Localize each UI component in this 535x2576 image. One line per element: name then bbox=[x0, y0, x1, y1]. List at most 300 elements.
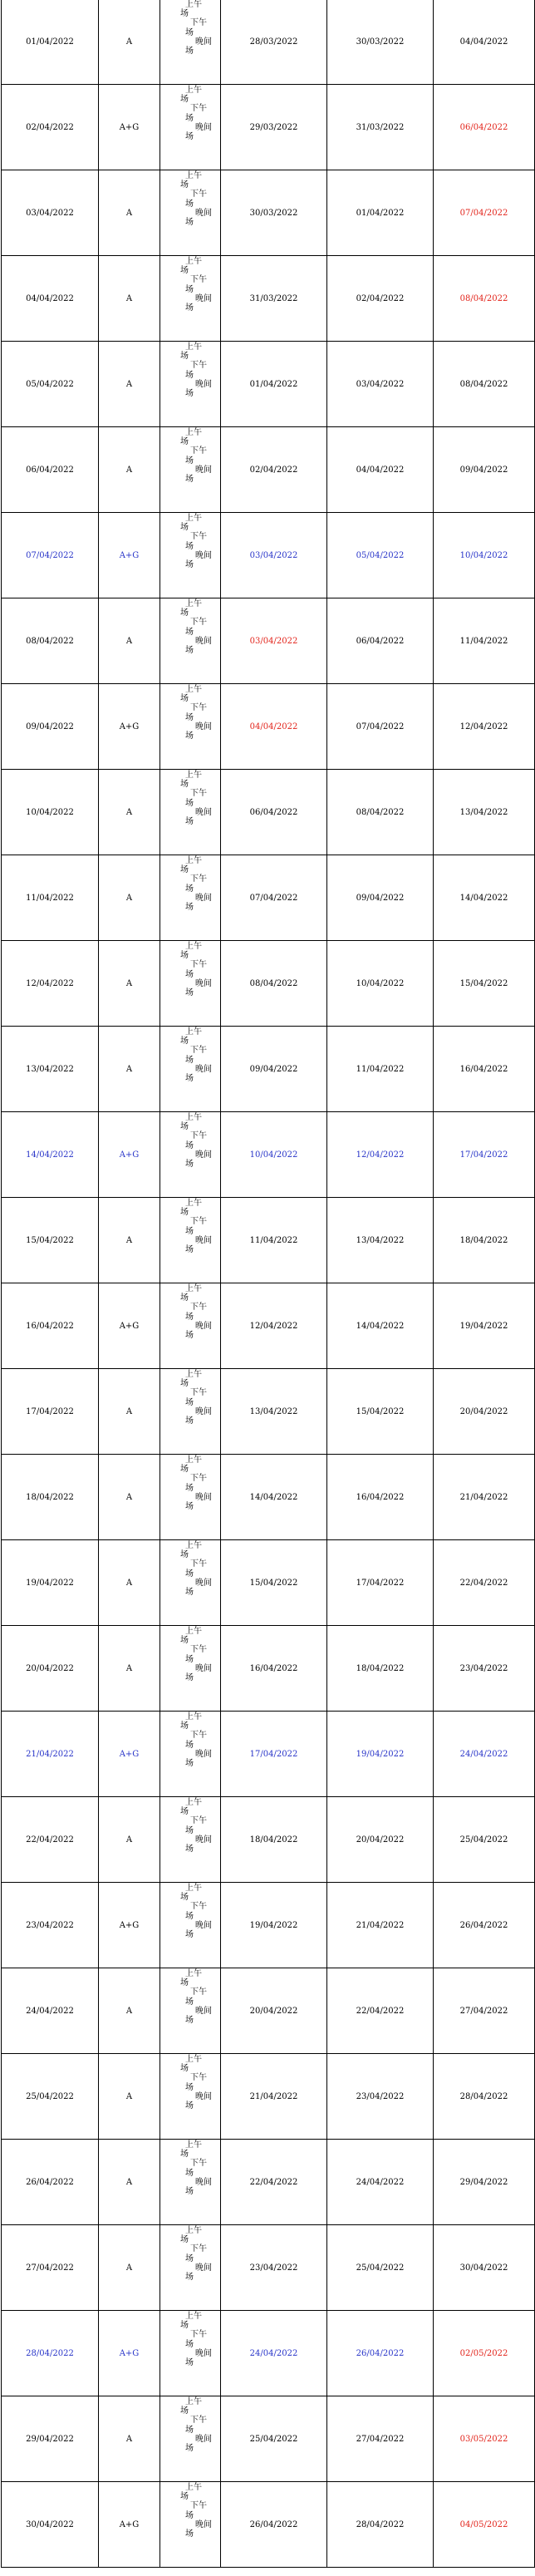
session-cell bbox=[160, 1112, 221, 1198]
end-date-cell: 23/04/2022 bbox=[434, 1626, 535, 1712]
session-label: 上午 bbox=[185, 1370, 202, 1379]
session-label: 晚间 bbox=[195, 122, 212, 132]
mid-date-cell: 10/04/2022 bbox=[327, 941, 434, 1027]
session-cell bbox=[160, 170, 221, 256]
session-label: 场 bbox=[180, 1550, 189, 1560]
session-cell bbox=[160, 1455, 221, 1540]
session-label: 上午 bbox=[185, 86, 202, 95]
type-cell: A bbox=[99, 1198, 160, 1283]
session-label: 场 bbox=[185, 303, 194, 313]
session-label: 场 bbox=[180, 523, 189, 533]
session-label: 场 bbox=[180, 1721, 189, 1731]
type-cell: A bbox=[99, 2396, 160, 2482]
table-row bbox=[2, 513, 535, 598]
session-label: 下午 bbox=[190, 618, 207, 628]
mid-date-cell: 04/04/2022 bbox=[327, 427, 434, 513]
session-cell bbox=[160, 2054, 221, 2140]
session-label: 上午 bbox=[185, 1284, 202, 1293]
end-date-cell: 12/04/2022 bbox=[434, 684, 535, 770]
session-label: 下午 bbox=[190, 960, 207, 970]
session-label: 晚间 bbox=[195, 2519, 212, 2529]
start-date-cell: 03/04/2022 bbox=[221, 513, 327, 598]
end-date-cell: 03/05/2022 bbox=[434, 2396, 535, 2482]
session-label: 场 bbox=[180, 1379, 189, 1389]
session-label: 晚间 bbox=[195, 1235, 212, 1245]
end-date-cell: 21/04/2022 bbox=[434, 1455, 535, 1540]
start-date-cell: 04/04/2022 bbox=[221, 684, 327, 770]
session-label: 下午 bbox=[190, 532, 207, 542]
table-row bbox=[2, 2311, 535, 2396]
end-date-cell: 13/04/2022 bbox=[434, 770, 535, 855]
session-label: 场 bbox=[185, 2339, 194, 2349]
session-label: 上午 bbox=[185, 2397, 202, 2406]
session-label: 下午 bbox=[190, 2416, 207, 2426]
session-label: 场 bbox=[185, 2529, 194, 2539]
table-row bbox=[2, 1968, 535, 2054]
schedule-table bbox=[1, 0, 535, 2568]
start-date-cell: 14/04/2022 bbox=[221, 1455, 327, 1540]
session-label: 场 bbox=[185, 1160, 194, 1170]
type-cell: A bbox=[99, 170, 160, 256]
session-label: 晚间 bbox=[195, 1406, 212, 1416]
mid-date-cell: 21/04/2022 bbox=[327, 1883, 434, 1968]
session-label: 下午 bbox=[190, 1046, 207, 1056]
type-cell: A bbox=[99, 1540, 160, 1626]
session-label: 晚间 bbox=[195, 465, 212, 475]
end-date-cell: 04/04/2022 bbox=[434, 0, 535, 85]
session-label: 上午 bbox=[185, 0, 202, 9]
session-cell bbox=[160, 256, 221, 342]
session-label: 下午 bbox=[190, 1731, 207, 1741]
type-cell: A bbox=[99, 941, 160, 1027]
session-label: 场 bbox=[185, 1312, 194, 1322]
session-label: 晚间 bbox=[195, 550, 212, 560]
date-cell: 21/04/2022 bbox=[2, 1712, 99, 1797]
table-row bbox=[2, 0, 535, 85]
end-date-cell: 28/04/2022 bbox=[434, 2054, 535, 2140]
session-cell bbox=[160, 598, 221, 684]
session-cell bbox=[160, 2225, 221, 2311]
mid-date-cell: 14/04/2022 bbox=[327, 1283, 434, 1369]
session-label: 上午 bbox=[185, 2226, 202, 2235]
session-label: 晚间 bbox=[195, 1578, 212, 1588]
table-row bbox=[2, 941, 535, 1027]
session-label: 下午 bbox=[190, 2330, 207, 2340]
end-date-cell: 30/04/2022 bbox=[434, 2225, 535, 2311]
start-date-cell: 22/04/2022 bbox=[221, 2140, 327, 2225]
session-label: 场 bbox=[185, 798, 194, 808]
session-cell bbox=[160, 1883, 221, 1968]
session-label: 上午 bbox=[185, 856, 202, 865]
session-label: 场 bbox=[185, 370, 194, 380]
session-cell bbox=[160, 1283, 221, 1369]
date-cell: 02/04/2022 bbox=[2, 85, 99, 170]
session-label: 晚间 bbox=[195, 1835, 212, 1845]
session-cell bbox=[160, 1797, 221, 1883]
session-label: 晚间 bbox=[195, 293, 212, 303]
start-date-cell: 24/04/2022 bbox=[221, 2311, 327, 2396]
session-cell bbox=[160, 1626, 221, 1712]
session-label: 场 bbox=[185, 1483, 194, 1493]
session-label: 场 bbox=[185, 47, 194, 57]
session-label: 上午 bbox=[185, 1627, 202, 1636]
session-label: 场 bbox=[180, 1293, 189, 1303]
end-date-cell: 02/05/2022 bbox=[434, 2311, 535, 2396]
mid-date-cell: 01/04/2022 bbox=[327, 170, 434, 256]
session-label: 上午 bbox=[185, 171, 202, 180]
session-label: 下午 bbox=[190, 2244, 207, 2254]
type-cell: A+G bbox=[99, 85, 160, 170]
mid-date-cell: 16/04/2022 bbox=[327, 1455, 434, 1540]
table-row bbox=[2, 770, 535, 855]
session-label: 下午 bbox=[190, 446, 207, 456]
session-cell bbox=[160, 1968, 221, 2054]
mid-date-cell: 06/04/2022 bbox=[327, 598, 434, 684]
start-date-cell: 25/04/2022 bbox=[221, 2396, 327, 2482]
session-label: 场 bbox=[185, 2358, 194, 2368]
mid-date-cell: 23/04/2022 bbox=[327, 2054, 434, 2140]
start-date-cell: 11/04/2022 bbox=[221, 1198, 327, 1283]
date-cell: 04/04/2022 bbox=[2, 256, 99, 342]
end-date-cell: 25/04/2022 bbox=[434, 1797, 535, 1883]
table-row bbox=[2, 1712, 535, 1797]
session-label: 场 bbox=[185, 903, 194, 913]
date-cell: 15/04/2022 bbox=[2, 1198, 99, 1283]
session-label: 场 bbox=[185, 1845, 194, 1854]
type-cell: A bbox=[99, 256, 160, 342]
start-date-cell: 17/04/2022 bbox=[221, 1712, 327, 1797]
session-cell bbox=[160, 941, 221, 1027]
table-row bbox=[2, 2225, 535, 2311]
end-date-cell: 22/04/2022 bbox=[434, 1540, 535, 1626]
type-cell: A bbox=[99, 1369, 160, 1455]
type-cell: A bbox=[99, 0, 160, 85]
type-cell: A+G bbox=[99, 2482, 160, 2568]
end-date-cell: 09/04/2022 bbox=[434, 427, 535, 513]
date-cell: 14/04/2022 bbox=[2, 1112, 99, 1198]
end-date-cell: 10/04/2022 bbox=[434, 513, 535, 598]
session-cell bbox=[160, 2482, 221, 2568]
session-label: 下午 bbox=[190, 275, 207, 285]
session-label: 下午 bbox=[190, 190, 207, 199]
session-label: 场 bbox=[180, 2321, 189, 2331]
table-row bbox=[2, 2396, 535, 2482]
mid-date-cell: 27/04/2022 bbox=[327, 2396, 434, 2482]
session-label: 场 bbox=[185, 712, 194, 722]
mid-date-cell: 22/04/2022 bbox=[327, 1968, 434, 2054]
session-label: 场 bbox=[180, 1893, 189, 1903]
session-label: 上午 bbox=[185, 1798, 202, 1807]
start-date-cell: 03/04/2022 bbox=[221, 598, 327, 684]
date-cell: 03/04/2022 bbox=[2, 170, 99, 256]
type-cell: A bbox=[99, 1455, 160, 1540]
session-label: 场 bbox=[180, 1465, 189, 1475]
session-label: 下午 bbox=[190, 789, 207, 799]
date-cell: 18/04/2022 bbox=[2, 1455, 99, 1540]
session-label: 下午 bbox=[190, 1987, 207, 1997]
mid-date-cell: 09/04/2022 bbox=[327, 855, 434, 941]
session-label: 场 bbox=[180, 694, 189, 704]
session-label: 晚间 bbox=[195, 807, 212, 817]
session-label: 场 bbox=[185, 1226, 194, 1236]
session-label: 上午 bbox=[185, 2055, 202, 2064]
date-cell: 25/04/2022 bbox=[2, 2054, 99, 2140]
table-row bbox=[2, 684, 535, 770]
table-row bbox=[2, 1027, 535, 1112]
mid-date-cell: 24/04/2022 bbox=[327, 2140, 434, 2225]
end-date-cell: 27/04/2022 bbox=[434, 1968, 535, 2054]
session-label: 场 bbox=[180, 2406, 189, 2416]
session-cell bbox=[160, 513, 221, 598]
type-cell: A bbox=[99, 1797, 160, 1883]
session-label: 场 bbox=[185, 1055, 194, 1065]
end-date-cell: 04/05/2022 bbox=[434, 2482, 535, 2568]
date-cell: 27/04/2022 bbox=[2, 2225, 99, 2311]
session-label: 场 bbox=[185, 1397, 194, 1407]
session-label: 晚间 bbox=[195, 2348, 212, 2358]
date-cell: 07/04/2022 bbox=[2, 513, 99, 598]
date-cell: 26/04/2022 bbox=[2, 2140, 99, 2225]
session-cell bbox=[160, 427, 221, 513]
session-label: 下午 bbox=[190, 1902, 207, 1912]
session-label: 晚间 bbox=[195, 1492, 212, 1502]
session-label: 上午 bbox=[185, 2140, 202, 2150]
session-label: 晚间 bbox=[195, 722, 212, 731]
session-label: 上午 bbox=[185, 1884, 202, 1893]
session-label: 场 bbox=[185, 1140, 194, 1150]
end-date-cell: 11/04/2022 bbox=[434, 598, 535, 684]
session-label: 晚间 bbox=[195, 1663, 212, 1673]
session-label: 场 bbox=[185, 2101, 194, 2111]
session-label: 上午 bbox=[185, 1541, 202, 1550]
session-label: 场 bbox=[180, 95, 189, 105]
mid-date-cell: 02/04/2022 bbox=[327, 256, 434, 342]
type-cell: A+G bbox=[99, 1283, 160, 1369]
type-cell: A+G bbox=[99, 1112, 160, 1198]
end-date-cell: 29/04/2022 bbox=[434, 2140, 535, 2225]
mid-date-cell: 13/04/2022 bbox=[327, 1198, 434, 1283]
date-cell: 09/04/2022 bbox=[2, 684, 99, 770]
date-cell: 29/04/2022 bbox=[2, 2396, 99, 2482]
session-label: 下午 bbox=[190, 874, 207, 884]
session-cell bbox=[160, 2396, 221, 2482]
type-cell: A bbox=[99, 2140, 160, 2225]
session-cell bbox=[160, 2140, 221, 2225]
session-label: 上午 bbox=[185, 942, 202, 951]
date-cell: 05/04/2022 bbox=[2, 342, 99, 427]
end-date-cell: 14/04/2022 bbox=[434, 855, 535, 941]
date-cell: 16/04/2022 bbox=[2, 1283, 99, 1369]
session-label: 上午 bbox=[185, 2312, 202, 2321]
session-cell bbox=[160, 1027, 221, 1112]
date-cell: 30/04/2022 bbox=[2, 2482, 99, 2568]
session-label: 场 bbox=[185, 817, 194, 827]
table-row bbox=[2, 427, 535, 513]
session-label: 场 bbox=[185, 969, 194, 979]
session-label: 场 bbox=[185, 541, 194, 551]
session-label: 场 bbox=[185, 2444, 194, 2454]
mid-date-cell: 07/04/2022 bbox=[327, 684, 434, 770]
session-label: 场 bbox=[185, 2168, 194, 2178]
session-label: 下午 bbox=[190, 1816, 207, 1826]
session-label: 场 bbox=[180, 352, 189, 362]
session-cell bbox=[160, 1369, 221, 1455]
start-date-cell: 01/04/2022 bbox=[221, 342, 327, 427]
session-label: 场 bbox=[185, 1759, 194, 1769]
table-row bbox=[2, 1540, 535, 1626]
session-label: 场 bbox=[185, 132, 194, 142]
session-label: 场 bbox=[185, 199, 194, 209]
end-date-cell: 26/04/2022 bbox=[434, 1883, 535, 1968]
session-label: 晚间 bbox=[195, 978, 212, 988]
date-cell: 11/04/2022 bbox=[2, 855, 99, 941]
session-label: 场 bbox=[180, 608, 189, 618]
session-label: 场 bbox=[180, 865, 189, 875]
session-label: 场 bbox=[180, 1636, 189, 1646]
session-label: 场 bbox=[180, 2492, 189, 2502]
type-cell: A bbox=[99, 2225, 160, 2311]
session-cell bbox=[160, 1540, 221, 1626]
start-date-cell: 15/04/2022 bbox=[221, 1540, 327, 1626]
session-cell bbox=[160, 684, 221, 770]
mid-date-cell: 31/03/2022 bbox=[327, 85, 434, 170]
mid-date-cell: 19/04/2022 bbox=[327, 1712, 434, 1797]
start-date-cell: 23/04/2022 bbox=[221, 2225, 327, 2311]
mid-date-cell: 12/04/2022 bbox=[327, 1112, 434, 1198]
type-cell: A+G bbox=[99, 2311, 160, 2396]
session-label: 场 bbox=[185, 113, 194, 123]
session-label: 上午 bbox=[185, 771, 202, 780]
session-label: 场 bbox=[180, 1037, 189, 1047]
end-date-cell: 16/04/2022 bbox=[434, 1027, 535, 1112]
table-row bbox=[2, 342, 535, 427]
end-date-cell: 07/04/2022 bbox=[434, 170, 535, 256]
end-date-cell: 18/04/2022 bbox=[434, 1198, 535, 1283]
end-date-cell: 20/04/2022 bbox=[434, 1369, 535, 1455]
mid-date-cell: 05/04/2022 bbox=[327, 513, 434, 598]
session-label: 下午 bbox=[190, 1388, 207, 1398]
session-label: 上午 bbox=[185, 1712, 202, 1721]
session-label: 晚间 bbox=[195, 2091, 212, 2101]
session-label: 场 bbox=[185, 1331, 194, 1341]
session-label: 场 bbox=[185, 560, 194, 570]
type-cell: A bbox=[99, 1626, 160, 1712]
date-cell: 22/04/2022 bbox=[2, 1797, 99, 1883]
session-label: 场 bbox=[185, 2510, 194, 2520]
end-date-cell: 08/04/2022 bbox=[434, 342, 535, 427]
start-date-cell: 06/04/2022 bbox=[221, 770, 327, 855]
table-row bbox=[2, 2054, 535, 2140]
session-cell bbox=[160, 2311, 221, 2396]
mid-date-cell: 08/04/2022 bbox=[327, 770, 434, 855]
mid-date-cell: 18/04/2022 bbox=[327, 1626, 434, 1712]
date-cell: 13/04/2022 bbox=[2, 1027, 99, 1112]
type-cell: A bbox=[99, 855, 160, 941]
session-label: 晚间 bbox=[195, 1749, 212, 1759]
start-date-cell: 26/04/2022 bbox=[221, 2482, 327, 2568]
session-label: 下午 bbox=[190, 2159, 207, 2169]
session-label: 场 bbox=[185, 475, 194, 485]
start-date-cell: 19/04/2022 bbox=[221, 1883, 327, 1968]
type-cell: A+G bbox=[99, 1712, 160, 1797]
session-cell bbox=[160, 855, 221, 941]
date-cell: 19/04/2022 bbox=[2, 1540, 99, 1626]
mid-date-cell: 28/04/2022 bbox=[327, 2482, 434, 2568]
type-cell: A bbox=[99, 598, 160, 684]
session-label: 场 bbox=[185, 1569, 194, 1579]
type-cell: A bbox=[99, 342, 160, 427]
start-date-cell: 02/04/2022 bbox=[221, 427, 327, 513]
session-label: 晚间 bbox=[195, 2177, 212, 2187]
session-label: 场 bbox=[180, 1208, 189, 1218]
date-cell: 12/04/2022 bbox=[2, 941, 99, 1027]
start-date-cell: 12/04/2022 bbox=[221, 1283, 327, 1369]
session-label: 下午 bbox=[190, 2501, 207, 2511]
session-label: 下午 bbox=[190, 18, 207, 28]
session-label: 场 bbox=[185, 1740, 194, 1750]
table-row bbox=[2, 598, 535, 684]
session-cell bbox=[160, 770, 221, 855]
session-label: 晚间 bbox=[195, 37, 212, 47]
table-row bbox=[2, 1797, 535, 1883]
session-label: 下午 bbox=[190, 1474, 207, 1484]
session-label: 场 bbox=[185, 627, 194, 637]
type-cell: A+G bbox=[99, 684, 160, 770]
session-label: 上午 bbox=[185, 514, 202, 523]
end-date-cell: 19/04/2022 bbox=[434, 1283, 535, 1369]
type-cell: A bbox=[99, 2054, 160, 2140]
session-cell bbox=[160, 85, 221, 170]
date-cell: 10/04/2022 bbox=[2, 770, 99, 855]
session-label: 场 bbox=[185, 2425, 194, 2435]
session-label: 场 bbox=[185, 218, 194, 228]
session-label: 场 bbox=[180, 2064, 189, 2074]
session-label: 场 bbox=[185, 27, 194, 37]
end-date-cell: 17/04/2022 bbox=[434, 1112, 535, 1198]
session-label: 场 bbox=[185, 2253, 194, 2263]
start-date-cell: 21/04/2022 bbox=[221, 2054, 327, 2140]
start-date-cell: 10/04/2022 bbox=[221, 1112, 327, 1198]
table-row bbox=[2, 1883, 535, 1968]
table-row bbox=[2, 855, 535, 941]
start-date-cell: 09/04/2022 bbox=[221, 1027, 327, 1112]
table-row bbox=[2, 1626, 535, 1712]
session-cell bbox=[160, 1712, 221, 1797]
start-date-cell: 13/04/2022 bbox=[221, 1369, 327, 1455]
type-cell: A bbox=[99, 770, 160, 855]
session-label: 晚间 bbox=[195, 636, 212, 646]
start-date-cell: 30/03/2022 bbox=[221, 170, 327, 256]
session-label: 晚间 bbox=[195, 2006, 212, 2016]
end-date-cell: 08/04/2022 bbox=[434, 256, 535, 342]
session-label: 场 bbox=[180, 180, 189, 190]
session-label: 晚间 bbox=[195, 1064, 212, 1074]
mid-date-cell: 11/04/2022 bbox=[327, 1027, 434, 1112]
type-cell: A bbox=[99, 1968, 160, 2054]
session-label: 上午 bbox=[185, 2483, 202, 2492]
session-label: 场 bbox=[185, 988, 194, 998]
session-label: 场 bbox=[185, 2016, 194, 2026]
session-label: 晚间 bbox=[195, 893, 212, 903]
session-label: 场 bbox=[185, 2273, 194, 2283]
date-cell: 01/04/2022 bbox=[2, 0, 99, 85]
session-label: 场 bbox=[185, 1654, 194, 1664]
session-label: 场 bbox=[185, 1825, 194, 1835]
mid-date-cell: 25/04/2022 bbox=[327, 2225, 434, 2311]
session-label: 场 bbox=[185, 646, 194, 656]
session-label: 场 bbox=[185, 2187, 194, 2197]
session-label: 场 bbox=[180, 2235, 189, 2245]
